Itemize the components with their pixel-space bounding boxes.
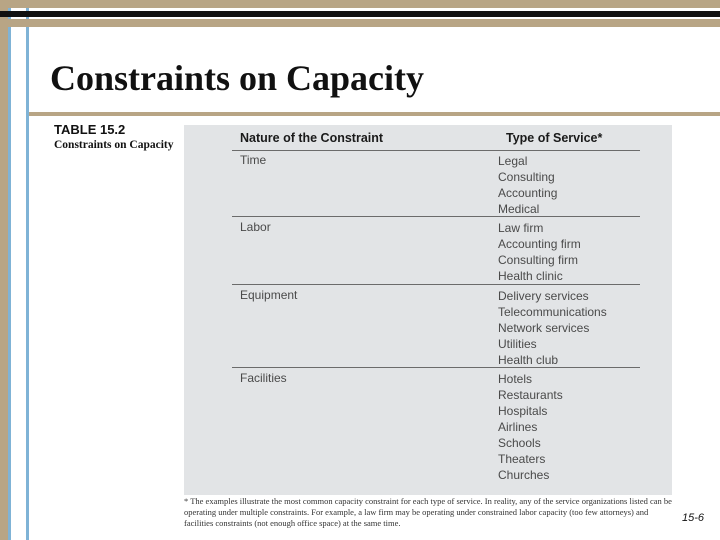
service-item: Medical <box>498 202 540 216</box>
service-item: Accounting <box>498 186 558 200</box>
service-item: Schools <box>498 436 541 450</box>
service-item: Health club <box>498 353 559 367</box>
service-item: Network services <box>498 321 590 335</box>
constraint-cell: Facilities <box>240 371 287 385</box>
service-item: Utilities <box>498 337 537 351</box>
table-row <box>232 150 640 217</box>
service-item: Legal <box>498 154 528 168</box>
services-list <box>498 288 607 368</box>
left-stripe-gold <box>0 0 8 540</box>
service-item: Telecommunications <box>498 305 607 319</box>
top-bar-gold-lower <box>0 19 720 27</box>
left-stripe-blue-inner <box>26 0 29 540</box>
top-bar-black <box>0 11 720 17</box>
table-header <box>232 125 640 151</box>
table-row <box>232 285 640 368</box>
column-header-nature: Nature of the Constraint <box>240 131 384 145</box>
service-item: Law firm <box>498 221 544 235</box>
top-bar-gold <box>0 0 720 8</box>
slide-title: Constraints on Capacity <box>50 58 425 98</box>
service-item: Restaurants <box>498 388 563 402</box>
constraint-cell: Equipment <box>240 288 298 302</box>
table-footnote: * The examples illustrate the most common capacity constraint for each type of service. In reality, any of the service organizations listed can be operating under multiple constraints. For example, a law firm may be operating under constrained labor capacity (too few attorneys) and facilities constraints (not enough office space) at the same time. <box>184 496 672 528</box>
title-rule <box>29 112 720 116</box>
service-item: Consulting firm <box>498 253 579 267</box>
left-stripe-blue <box>8 0 11 540</box>
table-number: TABLE 15.2 <box>54 122 126 137</box>
table-row <box>232 368 640 490</box>
service-item: Accounting firm <box>498 237 581 251</box>
service-item: Hotels <box>498 372 533 386</box>
service-item: Airlines <box>498 420 538 434</box>
service-item: Theaters <box>498 452 546 466</box>
constraint-cell: Time <box>240 153 267 167</box>
service-item: Churches <box>498 468 550 482</box>
services-list <box>498 153 557 217</box>
constraint-cell: Labor <box>240 220 271 234</box>
service-item: Health clinic <box>498 269 563 283</box>
services-list <box>498 220 581 284</box>
services-list <box>498 371 563 483</box>
service-item: Delivery services <box>498 289 589 303</box>
table-caption <box>54 122 174 153</box>
table-panel <box>184 125 672 495</box>
table-caption-title: Constraints on Capacity <box>54 139 174 151</box>
column-header-type: Type of Service* <box>506 131 603 145</box>
page-number: 15-6 <box>682 512 705 524</box>
service-item: Consulting <box>498 170 555 184</box>
service-item: Hospitals <box>498 404 548 418</box>
table-row <box>232 217 640 285</box>
